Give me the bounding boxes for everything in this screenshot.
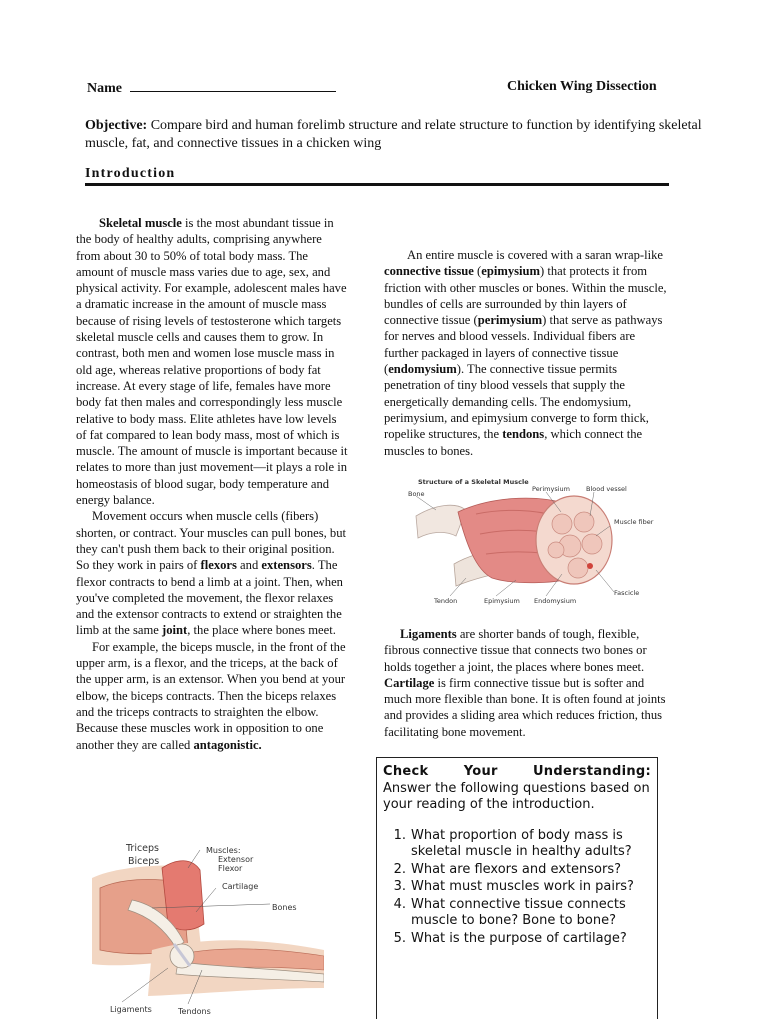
figure-title: Structure of a Skeletal Muscle <box>418 478 529 486</box>
paragraph-text: is firm connective tissue but is softer and much more flexible than bone. It is often found at joints and provides a sliding area which reduces friction, thus facilitating bone movement. <box>384 675 666 739</box>
name-blank-line <box>130 79 336 92</box>
label-triceps: Triceps <box>126 843 159 854</box>
label-perimysium: Perimysium <box>532 485 570 493</box>
check-title-word: Check <box>383 764 429 779</box>
paragraph-text: An entire muscle is covered with a saran wrap-like <box>407 248 663 262</box>
term-extensors: extensors <box>261 558 312 573</box>
paragraph-skeletal-muscle <box>76 215 348 508</box>
label-biceps: Biceps <box>128 856 160 867</box>
term-cartilage: Cartilage <box>384 675 435 690</box>
check-instructions: Answer the following questions based on your reading of the introduction. <box>383 780 650 812</box>
paragraph-text: . The flexor contracts to bend a limb at a joint. Then, when you've completed the movement, the flexor relaxes and the extensor contracts to extend or straighten the limb at the same <box>76 558 343 638</box>
fascicle-circle <box>552 514 572 534</box>
term-antagonistic: antagonistic. <box>193 737 262 752</box>
term-tendons: tendons <box>502 427 545 442</box>
label-bone: Bone <box>408 490 425 498</box>
blood-vessel-dot <box>587 563 593 569</box>
paragraph-movement <box>76 508 348 638</box>
paragraph-text: For example, the biceps muscle, in the front of the upper arm, is a flexor, and the triceps, at the back of the upper arm, is an extensor. When you bend at your elbow, the biceps contracts. Then the biceps relaxes and the triceps contracts to straighten the elbow. Because these muscles work in opposition to one another they are called <box>76 639 346 752</box>
label-ligaments: Ligaments <box>110 1005 152 1014</box>
question-text: What is the purpose of cartilage? <box>411 930 627 946</box>
term-flexors: flexors <box>200 558 237 573</box>
right-column <box>384 247 672 459</box>
fascicle-circle <box>548 542 564 558</box>
fascicle-circle <box>574 512 594 532</box>
question-item <box>383 931 651 948</box>
question-number: 5. <box>393 930 406 946</box>
objective-label: Objective: <box>85 118 148 133</box>
paragraph-text: and <box>236 558 262 573</box>
name-label: Name <box>87 81 122 96</box>
label-epimysium: Epimysium <box>484 597 520 605</box>
label-extensor: Extensor <box>218 855 254 864</box>
paragraph-text: ). The connective tissue permits penetration of tiny blood vessels that supply the energetically demanding cells. The endomysium, perimysium, and epimysium converge to form thick, ropelike structures, the <box>384 362 649 442</box>
introduction-heading: Introduction <box>85 166 176 181</box>
paragraph-example <box>76 639 348 753</box>
question-item <box>383 828 651 861</box>
heading-rule <box>85 183 669 186</box>
question-number: 4. <box>393 896 406 912</box>
objective-text: Compare bird and human forelimb structure and relate structure to function by identifying skeletal muscle, fat, and connective tissues in a chicken wing <box>85 118 702 151</box>
question-text: What proportion of body mass is skeletal muscle in healthy adults? <box>411 827 632 859</box>
label-endomysium: Endomysium <box>534 597 577 605</box>
fascicle-circle <box>582 534 602 554</box>
check-your-understanding-box <box>376 757 658 1019</box>
question-number: 3. <box>393 879 406 894</box>
term-ligaments: Ligaments <box>400 627 457 641</box>
term-joint: joint <box>162 623 188 638</box>
paragraph-text: ) that serve as pathways for nerves and blood vessels. Individual fibers are further packaged in layers of connective tissue ( <box>384 313 663 377</box>
label-tendons: Tendons <box>178 1007 211 1016</box>
label-muscles: Muscles: <box>206 846 241 855</box>
question-list <box>383 828 651 948</box>
paragraph-connective-tissue <box>384 247 672 459</box>
elbow-joint-figure <box>92 838 324 1018</box>
ligaments-paragraph <box>384 626 672 740</box>
label-cartilage: Cartilage <box>222 882 259 891</box>
question-text: What must muscles work in pairs? <box>411 879 634 894</box>
question-item <box>383 862 651 879</box>
question-text: What are flexors and extensors? <box>411 861 622 877</box>
left-column <box>76 215 348 753</box>
term-connective-tissue: connective tissue <box>384 264 474 279</box>
term-epimysium: epimysium <box>481 264 541 279</box>
label-fascicle: Fascicle <box>614 589 640 597</box>
label-tendon: Tendon <box>434 597 458 605</box>
paragraph-text: Movement occurs when muscle cells (fibers) shorten, or contract. Your muscles can pull bones, but they can't push them back to their original position. So they work in pairs of <box>76 509 347 573</box>
term-skeletal-muscle: Skeletal muscle <box>99 216 182 230</box>
objective <box>85 117 715 153</box>
term-endomysium: endomysium <box>388 362 457 377</box>
term-perimysium: perimysium <box>477 313 543 328</box>
paragraph-text: ( <box>473 264 482 279</box>
check-title <box>383 764 651 781</box>
muscle-structure-figure <box>396 474 676 608</box>
question-number: 1. <box>393 827 406 843</box>
question-number: 2. <box>393 861 406 877</box>
question-text: What connective tissue connects muscle to bone? Bone to bone? <box>411 896 626 928</box>
label-bones: Bones <box>272 903 297 912</box>
check-title-word: Your <box>463 764 498 779</box>
name-field <box>87 79 336 97</box>
question-item <box>383 879 651 896</box>
paragraph-text: are shorter bands of tough, flexible, fibrous connective tissue that connects two bones or holds together a joint, the places where bones meet. <box>384 627 647 674</box>
label-muscle-fiber: Muscle fiber <box>614 518 654 526</box>
paragraph-text: , which connect the muscles to bones. <box>384 427 643 458</box>
label-blood-vessel: Blood vessel <box>586 485 627 493</box>
paragraph-text: is the most abundant tissue in the body of healthy adults, comprising anywhere from about 30 to 50% of total body mass. The amount of muscle mass varies due to age, sex, and physical activity. For example, adolescent males have a dramatic increase in the amount of muscle mass because of rising levels of testosterone which targets skeletal muscle cells and causes them to grow. In contrast, both men and women lose muscle mass in old age, whereas relative proportions of body fat increase. At every stage of life, females have more body fat then males and correspondingly less muscle relative to body mass. Elite athletes have low levels of fat compared to lean body mass, most of which is muscle. The amount of muscle is important because it relates to more than just movement—it plays a role in homeostasis of blood sugar, body temperature and energy balance. <box>76 216 348 508</box>
label-flexor: Flexor <box>218 864 243 873</box>
fascicle-circle <box>568 558 588 578</box>
paragraph-text: , the place where bones meet. <box>187 623 336 638</box>
document-title: Chicken Wing Dissection <box>507 79 657 94</box>
bone-shape <box>416 505 466 538</box>
check-title-word: Understanding: <box>532 764 651 779</box>
paragraph-text: ) that protects it from friction with other muscles or bones. Within the muscle, bundles of cells are surrounded by thin layers of connective tissue ( <box>384 264 667 328</box>
question-item <box>383 897 651 930</box>
